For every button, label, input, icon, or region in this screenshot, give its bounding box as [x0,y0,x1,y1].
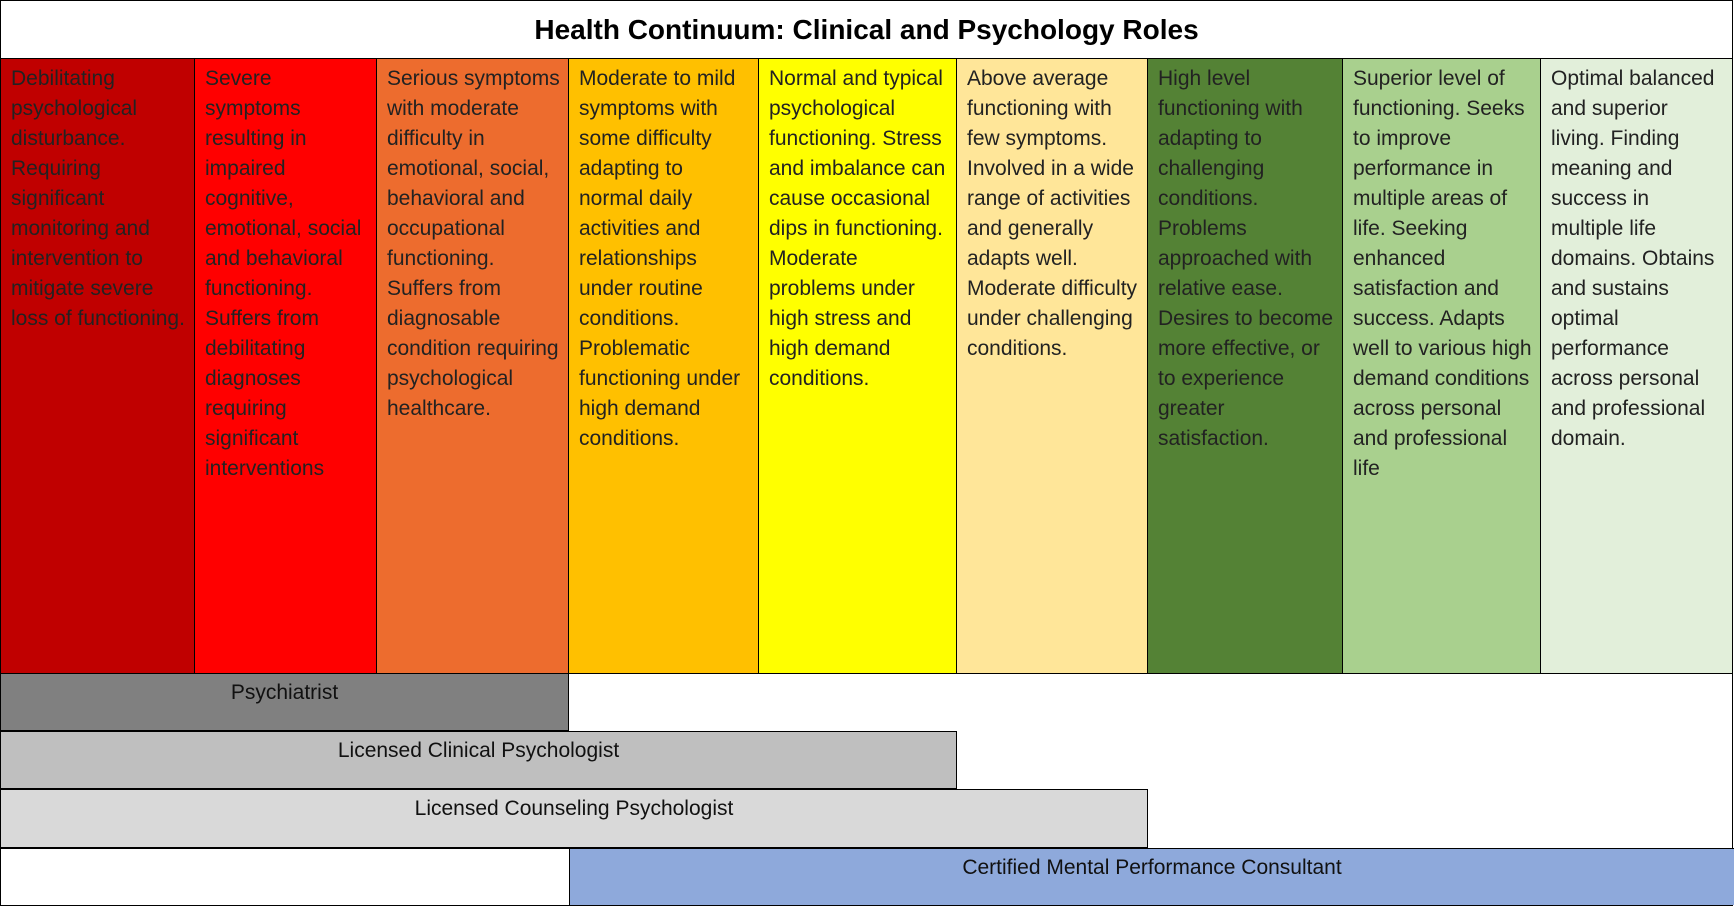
continuum-column-4: Moderate to mild symptoms with some difficulty adapting to normal daily activities and relationships under routine conditions. Problematic functioning under high demand conditions. [569,59,759,673]
continuum-column-5: Normal and typical psychological functioning. Stress and imbalance can cause occasional dips in functioning. Moderate problems under high stress and high demand conditions. [759,59,957,673]
diagram-title: Health Continuum: Clinical and Psychology Roles [1,1,1732,59]
continuum-column-1: Debilitating psychological disturbance. Requiring significant monitoring and intervention to mitigate severe loss of functioning. [1,59,195,673]
continuum-column-7: High level functioning with adapting to challenging conditions. Problems approached with relative ease. Desires to become more effective, or to experience greater satisfaction. [1148,59,1343,673]
continuum-column-2: Severe symptoms resulting in impaired cognitive, emotional, social and behavioral functioning. Suffers from debilitating diagnoses requiring significant interventions [195,59,377,673]
continuum-column-6: Above average functioning with few symptoms. Involved in a wide range of activities and generally adapts well. Moderate difficulty under challenging conditions. [957,59,1148,673]
role-bar-psychiatrist: Psychiatrist [1,673,569,731]
role-bar-certified-mental-performance-consultant: Certified Mental Performance Consultant [569,848,1734,905]
role-bar-licensed-clinical-psychologist: Licensed Clinical Psychologist [1,731,957,789]
continuum-column-8: Superior level of functioning. Seeks to improve performance in multiple areas of life. Seeking enhanced satisfaction and success. Adapts well to various high demand conditions across personal and professional life [1343,59,1541,673]
continuum-column-9: Optimal balanced and superior living. Finding meaning and success in multiple life domains. Obtains and sustains optimal performance across personal and professional domain. [1541,59,1732,673]
role-bar-licensed-counseling-psychologist: Licensed Counseling Psychologist [1,789,1148,848]
continuum-column-3: Serious symptoms with moderate difficulty in emotional, social, behavioral and occupational functioning. Suffers from diagnosable condition requiring psychological healthcare. [377,59,569,673]
